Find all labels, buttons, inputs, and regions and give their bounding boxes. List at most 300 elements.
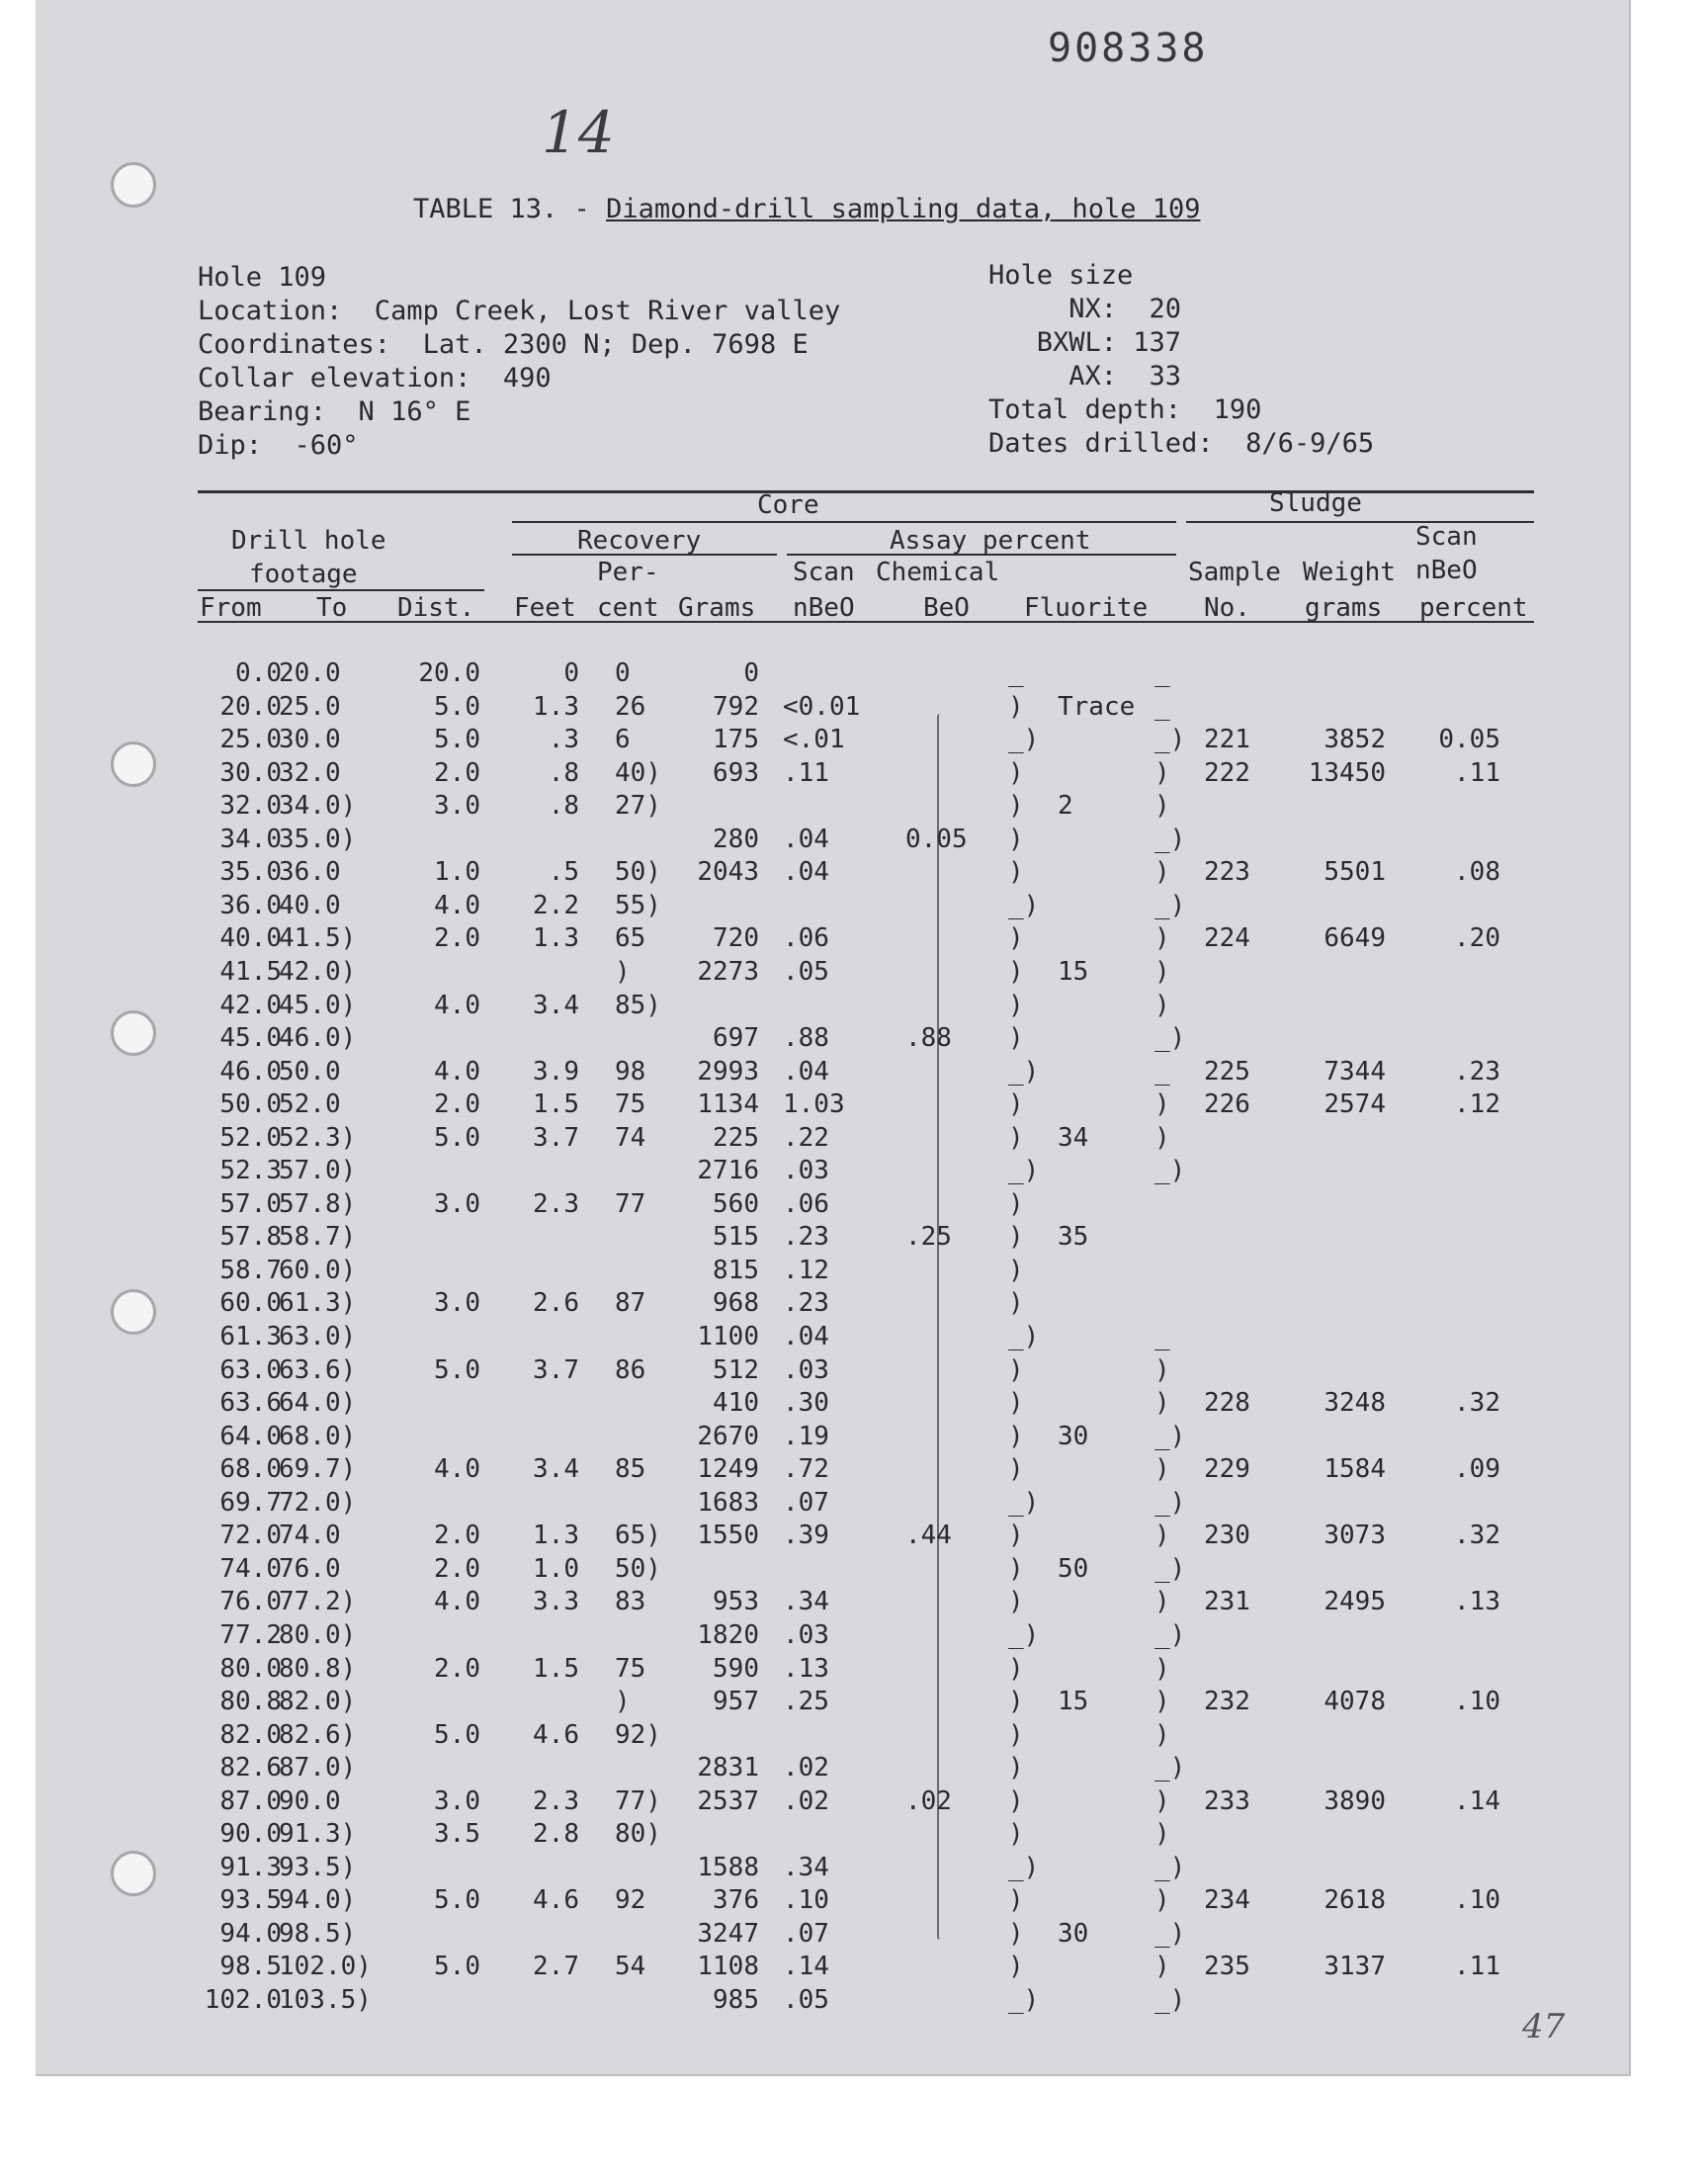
cell-bracket-a: _) xyxy=(1008,1852,1040,1882)
cell-sample-no: 233 xyxy=(1204,1785,1250,1816)
header-to: To xyxy=(316,593,348,623)
cell-bracket-a: ) xyxy=(1008,1719,1024,1750)
cell-scan-sludge: .13 xyxy=(1454,1587,1500,1617)
cell-bracket-b: ) xyxy=(1154,1454,1170,1485)
header-grams: Grams xyxy=(678,593,756,623)
cell-scan-nbeo: .19 xyxy=(783,1421,829,1451)
cell-percent: 74 xyxy=(615,1122,646,1153)
cell-from: 46.0 xyxy=(219,1056,282,1087)
cell-scan-sludge: .23 xyxy=(1454,1056,1500,1087)
table-row xyxy=(0,1422,1593,1455)
cell-bracket-b: ) xyxy=(1154,1885,1170,1916)
cell-grams: 1134 xyxy=(697,1089,759,1120)
cell-percent: 98 xyxy=(615,1056,646,1087)
hole-info-line: NX: 20 xyxy=(988,294,1182,324)
header-weight: Weight xyxy=(1303,558,1396,587)
cell-scan-nbeo: .34 xyxy=(783,1587,829,1617)
cell-fluorite: 50 xyxy=(1058,1553,1089,1584)
cell-bracket-b: _) xyxy=(1154,1852,1186,1882)
cell-grams: 2670 xyxy=(697,1421,759,1451)
cell-bracket-b: _) xyxy=(1154,824,1186,854)
table-title xyxy=(413,194,1201,224)
table-row xyxy=(0,1952,1593,1985)
cell-bracket-b: ) xyxy=(1154,1587,1170,1617)
cell-scan-nbeo: .06 xyxy=(783,1188,829,1219)
cell-bracket-a: ) xyxy=(1008,1188,1024,1219)
header-percent: percent xyxy=(1419,593,1528,623)
cell-bracket-a: ) xyxy=(1008,757,1024,788)
cell-percent: ) xyxy=(615,956,631,987)
cell-from: 68.0 xyxy=(219,1454,282,1485)
cell-bracket-a: ) xyxy=(1008,1089,1024,1120)
cell-feet: 1.3 xyxy=(533,923,579,954)
cell-weight: 2618 xyxy=(1324,1885,1386,1916)
cell-from: 82.6 xyxy=(219,1753,282,1784)
cell-bracket-a: ) xyxy=(1008,1122,1024,1153)
cell-to: 20.0 xyxy=(279,658,341,688)
table-row xyxy=(0,692,1593,726)
cell-bracket-b: ) xyxy=(1154,1122,1170,1153)
cell-from: 57.0 xyxy=(219,1188,282,1219)
cell-from: 69.7 xyxy=(219,1487,282,1518)
cell-weight: 6649 xyxy=(1324,923,1386,954)
table-row xyxy=(0,658,1593,692)
handwritten-table-number: 14 xyxy=(542,99,615,166)
cell-to: 45.0) xyxy=(279,990,357,1020)
table-row xyxy=(0,1355,1593,1389)
cell-grams: 968 xyxy=(713,1288,759,1319)
header-footage: footage xyxy=(249,560,358,589)
table-row xyxy=(0,1985,1593,2019)
cell-from: 34.0 xyxy=(219,824,282,854)
cell-grams: 1550 xyxy=(697,1521,759,1551)
cell-bracket-a: _) xyxy=(1008,1322,1040,1351)
cell-scan-nbeo: .03 xyxy=(783,1619,829,1650)
cell-dist: 5.0 xyxy=(434,1122,480,1153)
cell-from: 42.0 xyxy=(219,990,282,1020)
hole-info-line: Hole 109 xyxy=(198,262,327,293)
cell-bracket-b: ) xyxy=(1154,990,1170,1020)
cell-from: 41.5 xyxy=(219,956,282,987)
cell-grams: 815 xyxy=(713,1255,759,1285)
cell-bracket-b: _) xyxy=(1154,1918,1186,1949)
cell-grams: 1588 xyxy=(697,1852,759,1882)
cell-bracket-a: ) xyxy=(1008,691,1024,722)
cell-from: 64.0 xyxy=(219,1421,282,1451)
cell-percent: 85 xyxy=(615,1454,646,1485)
cell-bracket-b: _ xyxy=(1154,658,1170,688)
cell-from: 80.0 xyxy=(219,1653,282,1684)
table-row xyxy=(0,1587,1593,1620)
cell-feet: 1.3 xyxy=(533,691,579,722)
cell-dist: 4.0 xyxy=(434,890,480,920)
cell-scan-nbeo: .30 xyxy=(783,1388,829,1419)
cell-to: 103.5) xyxy=(279,1985,372,2015)
cell-dist: 4.0 xyxy=(434,1587,480,1617)
cell-weight: 3137 xyxy=(1324,1952,1386,1982)
cell-from: 82.0 xyxy=(219,1719,282,1750)
cell-scan-nbeo: .34 xyxy=(783,1852,829,1882)
cell-weight: 5501 xyxy=(1324,857,1386,888)
cell-from: 50.0 xyxy=(219,1089,282,1120)
cell-scan-nbeo: .02 xyxy=(783,1785,829,1816)
cell-fluorite: 15 xyxy=(1058,1687,1089,1717)
cell-grams: 2273 xyxy=(697,956,759,987)
cell-bracket-a: _) xyxy=(1008,1487,1040,1518)
cell-percent: 86 xyxy=(615,1354,646,1385)
cell-feet: 2.3 xyxy=(533,1188,579,1219)
cell-scan-nbeo: .23 xyxy=(783,1222,829,1253)
cell-percent: 87 xyxy=(615,1288,646,1319)
cell-to: 93.5) xyxy=(279,1852,357,1882)
cell-feet: 2.7 xyxy=(533,1952,579,1982)
cell-to: 80.8) xyxy=(279,1653,357,1684)
cell-bracket-a: ) xyxy=(1008,857,1024,888)
table-row xyxy=(0,1488,1593,1522)
cell-scan-nbeo: .03 xyxy=(783,1156,829,1186)
table-row xyxy=(0,857,1593,891)
table-row xyxy=(0,1388,1593,1422)
cell-scan-sludge: 0.05 xyxy=(1438,725,1500,755)
cell-grams: 512 xyxy=(713,1354,759,1385)
header-nbeo: nBeO xyxy=(793,593,855,623)
cell-dist: 4.0 xyxy=(434,990,480,1020)
table-row xyxy=(0,1222,1593,1256)
cell-grams: 1108 xyxy=(697,1952,759,1982)
cell-grams: 1683 xyxy=(697,1487,759,1518)
cell-to: 52.3) xyxy=(279,1122,357,1153)
cell-to: 82.0) xyxy=(279,1687,357,1717)
cell-from: 40.0 xyxy=(219,923,282,954)
cell-bracket-b: ) xyxy=(1154,1719,1170,1750)
cell-grams: 2831 xyxy=(697,1753,759,1784)
cell-scan-sludge: .32 xyxy=(1454,1521,1500,1551)
table-row xyxy=(0,891,1593,924)
cell-fluorite: Trace xyxy=(1058,691,1136,722)
cell-from: 58.7 xyxy=(219,1255,282,1285)
cell-scan-sludge: .20 xyxy=(1454,923,1500,954)
cell-grams: 175 xyxy=(713,725,759,755)
cell-percent: 80) xyxy=(615,1819,661,1850)
cell-to: 91.3) xyxy=(279,1819,357,1850)
cell-weight: 13450 xyxy=(1308,757,1386,788)
hole-info-line: Dip: -60° xyxy=(198,430,359,461)
cell-percent: 85) xyxy=(615,990,661,1020)
cell-scan-nbeo: .07 xyxy=(783,1487,829,1518)
cell-feet: .3 xyxy=(548,725,579,755)
header-beo: BeO xyxy=(923,593,970,623)
cell-to: 98.5) xyxy=(279,1918,357,1949)
cell-dist: 3.0 xyxy=(434,1288,480,1319)
table-row xyxy=(0,725,1593,758)
cell-to: 72.0) xyxy=(279,1487,357,1518)
cell-to: 25.0 xyxy=(279,691,341,722)
cell-bracket-a: ) xyxy=(1008,990,1024,1020)
cell-scan-nbeo: .23 xyxy=(783,1288,829,1319)
cell-bracket-a: _) xyxy=(1008,1985,1040,2015)
table-row xyxy=(0,1853,1593,1886)
cell-bracket-a: _) xyxy=(1008,1056,1040,1087)
cell-bracket-b: _) xyxy=(1154,1487,1186,1518)
cell-bracket-b: _) xyxy=(1154,1619,1186,1650)
header-recovery: Recovery xyxy=(577,526,702,556)
cell-bracket-a: _) xyxy=(1008,725,1040,755)
cell-from: 32.0 xyxy=(219,791,282,822)
cell-bracket-a: ) xyxy=(1008,1587,1024,1617)
cell-percent: 40) xyxy=(615,757,661,788)
table-row xyxy=(0,1720,1593,1754)
cell-from: 80.8 xyxy=(219,1687,282,1717)
cell-to: 57.0) xyxy=(279,1156,357,1186)
cell-grams: 376 xyxy=(713,1885,759,1916)
cell-grams: 2043 xyxy=(697,857,759,888)
cell-bracket-b: ) xyxy=(1154,1952,1170,1982)
table-row xyxy=(0,1156,1593,1189)
cell-from: 52.3 xyxy=(219,1156,282,1186)
cell-to: 82.6) xyxy=(279,1719,357,1750)
cell-scan-sludge: .10 xyxy=(1454,1885,1500,1916)
cell-chem-beo: 0.05 xyxy=(905,824,968,854)
cell-bracket-b: ) xyxy=(1154,1819,1170,1850)
table-row xyxy=(0,957,1593,991)
cell-feet: 2.2 xyxy=(533,890,579,920)
cell-bracket-b: ) xyxy=(1154,1521,1170,1551)
table-row xyxy=(0,1554,1593,1588)
cell-chem-beo: .88 xyxy=(905,1023,952,1054)
sludge-rule xyxy=(1186,521,1534,523)
cell-bracket-b: _) xyxy=(1154,1156,1186,1186)
cell-weight: 4078 xyxy=(1324,1687,1386,1717)
cell-scan-nbeo: .39 xyxy=(783,1521,829,1551)
cell-fluorite: 34 xyxy=(1058,1122,1089,1153)
cell-to: 76.0 xyxy=(279,1553,341,1584)
cell-weight: 3073 xyxy=(1324,1521,1386,1551)
cell-grams: 953 xyxy=(713,1587,759,1617)
cell-to: 35.0) xyxy=(279,824,357,854)
cell-scan-nbeo: .13 xyxy=(783,1653,829,1684)
table-row xyxy=(0,923,1593,957)
cell-bracket-a: ) xyxy=(1008,1918,1024,1949)
cell-to: 74.0 xyxy=(279,1521,341,1551)
cell-scan-nbeo: .05 xyxy=(783,1985,829,2015)
hole-info-line: Location: Camp Creek, Lost River valley xyxy=(198,296,841,326)
cell-feet: 2.8 xyxy=(533,1819,579,1850)
cell-weight: 3890 xyxy=(1324,1785,1386,1816)
cell-bracket-a: ) xyxy=(1008,1255,1024,1285)
hole-info-left xyxy=(198,261,840,463)
cell-percent: 92 xyxy=(615,1885,646,1916)
table-title-prefix: TABLE 13. - xyxy=(413,194,607,224)
cell-from: 45.0 xyxy=(219,1023,282,1054)
cell-scan-nbeo: 1.03 xyxy=(783,1089,845,1120)
cell-dist: 3.0 xyxy=(434,1785,480,1816)
cell-bracket-a: ) xyxy=(1008,1653,1024,1684)
cell-from: 98.5 xyxy=(219,1952,282,1982)
cell-fluorite: 35 xyxy=(1058,1222,1089,1253)
cell-scan-nbeo: .22 xyxy=(783,1122,829,1153)
cell-dist: 2.0 xyxy=(434,1521,480,1551)
cell-sample-no: 229 xyxy=(1204,1454,1250,1485)
cell-grams: 792 xyxy=(713,691,759,722)
cell-bracket-a: _ xyxy=(1008,658,1024,688)
cell-to: 50.0 xyxy=(279,1056,341,1087)
footage-rule xyxy=(198,589,484,591)
cell-feet: 3.4 xyxy=(533,990,579,1020)
header-nbeo-sludge: nBeO xyxy=(1415,556,1478,585)
hole-info-line: AX: 33 xyxy=(988,361,1182,392)
cell-to: 42.0) xyxy=(279,956,357,987)
table-row xyxy=(0,1819,1593,1853)
cell-percent: 27) xyxy=(615,791,661,822)
cell-grams: 3247 xyxy=(697,1918,759,1949)
cell-feet: 0 xyxy=(563,658,579,688)
cell-to: 77.2) xyxy=(279,1587,357,1617)
cell-sample-no: 223 xyxy=(1204,857,1250,888)
cell-bracket-b: _) xyxy=(1154,1553,1186,1584)
cell-bracket-b: _) xyxy=(1154,1421,1186,1451)
header-sample: Sample xyxy=(1188,558,1281,587)
cell-to: 68.0) xyxy=(279,1421,357,1451)
header-core: Core xyxy=(757,490,819,520)
table-row xyxy=(0,758,1593,792)
table-row xyxy=(0,1288,1593,1322)
cell-weight: 3248 xyxy=(1324,1388,1386,1419)
cell-percent: 65 xyxy=(615,923,646,954)
hole-info-line: Dates drilled: 8/6-9/65 xyxy=(988,428,1375,459)
cell-grams: 720 xyxy=(713,923,759,954)
cell-from: 57.8 xyxy=(219,1222,282,1253)
table-row xyxy=(0,1057,1593,1090)
cell-sample-no: 225 xyxy=(1204,1056,1250,1087)
cell-sample-no: 230 xyxy=(1204,1521,1250,1551)
cell-dist: 5.0 xyxy=(434,1354,480,1385)
cell-scan-sludge: .14 xyxy=(1454,1785,1500,1816)
cell-scan-nbeo: .88 xyxy=(783,1023,829,1054)
cell-scan-sludge: .32 xyxy=(1454,1388,1500,1419)
cell-chem-beo: .44 xyxy=(905,1521,952,1551)
cell-feet: 3.3 xyxy=(533,1587,579,1617)
cell-grams: 515 xyxy=(713,1222,759,1253)
table-row xyxy=(0,1654,1593,1688)
cell-dist: 2.0 xyxy=(434,923,480,954)
cell-fluorite: 30 xyxy=(1058,1918,1089,1949)
cell-percent: 77 xyxy=(615,1188,646,1219)
cell-from: 94.0 xyxy=(219,1918,282,1949)
cell-percent: 83 xyxy=(615,1587,646,1617)
cell-from: 93.5 xyxy=(219,1885,282,1916)
cell-scan-nbeo: .72 xyxy=(783,1454,829,1485)
cell-scan-nbeo: .10 xyxy=(783,1885,829,1916)
cell-percent: 92) xyxy=(615,1719,661,1750)
cell-bracket-a: ) xyxy=(1008,1785,1024,1816)
cell-chem-beo: .25 xyxy=(905,1222,952,1253)
cell-dist: 4.0 xyxy=(434,1454,480,1485)
cell-chem-beo: .02 xyxy=(905,1785,952,1816)
table-row xyxy=(0,1322,1593,1355)
cell-grams: 1249 xyxy=(697,1454,759,1485)
cell-grams: 2993 xyxy=(697,1056,759,1087)
cell-from: 60.0 xyxy=(219,1288,282,1319)
cell-scan-nbeo: .12 xyxy=(783,1255,829,1285)
cell-bracket-a: ) xyxy=(1008,1553,1024,1584)
cell-scan-sludge: .08 xyxy=(1454,857,1500,888)
cell-from: 72.0 xyxy=(219,1521,282,1551)
header-no: No. xyxy=(1204,593,1250,623)
cell-grams: 280 xyxy=(713,824,759,854)
cell-percent: 50) xyxy=(615,1553,661,1584)
cell-sample-no: 234 xyxy=(1204,1885,1250,1916)
cell-scan-sludge: .09 xyxy=(1454,1454,1500,1485)
cell-bracket-a: ) xyxy=(1008,1952,1024,1982)
cell-grams: 1820 xyxy=(697,1619,759,1650)
cell-feet: 1.5 xyxy=(533,1653,579,1684)
cell-bracket-a: ) xyxy=(1008,1023,1024,1054)
cell-from: 91.3 xyxy=(219,1852,282,1882)
cell-from: 36.0 xyxy=(219,890,282,920)
cell-from: 102.0 xyxy=(204,1985,282,2015)
cell-dist: 20.0 xyxy=(418,658,480,688)
header-sludge: Sludge xyxy=(1269,488,1362,518)
cell-from: 20.0 xyxy=(219,691,282,722)
cell-scan-nbeo: .02 xyxy=(783,1753,829,1784)
cell-to: 63.6) xyxy=(279,1354,357,1385)
table-row xyxy=(0,1089,1593,1123)
cell-dist: 2.0 xyxy=(434,1089,480,1120)
cell-scan-nbeo: <.01 xyxy=(783,725,845,755)
binder-hole xyxy=(111,162,156,208)
cell-to: 61.3) xyxy=(279,1288,357,1319)
cell-grams: 2716 xyxy=(697,1156,759,1186)
cell-feet: 3.4 xyxy=(533,1454,579,1485)
cell-to: 80.0) xyxy=(279,1619,357,1650)
cell-bracket-a: ) xyxy=(1008,1885,1024,1916)
hole-info-line: Coordinates: Lat. 2300 N; Dep. 7698 E xyxy=(198,329,809,360)
cell-to: 69.7) xyxy=(279,1454,357,1485)
header-fluorite: Fluorite xyxy=(1024,593,1149,623)
header-dist: Dist. xyxy=(397,593,475,623)
cell-dist: 3.5 xyxy=(434,1819,480,1850)
cell-percent: 75 xyxy=(615,1653,646,1684)
cell-sample-no: 231 xyxy=(1204,1587,1250,1617)
header-scan-sludge: Scan xyxy=(1415,522,1478,552)
cell-scan-nbeo: .11 xyxy=(783,757,829,788)
cell-bracket-b: _ xyxy=(1154,1322,1170,1351)
header-assay-percent: Assay percent xyxy=(890,526,1091,556)
cell-bracket-a: ) xyxy=(1008,1288,1024,1319)
table-row xyxy=(0,1919,1593,1953)
cell-bracket-a: ) xyxy=(1008,956,1024,987)
cell-scan-nbeo: .25 xyxy=(783,1687,829,1717)
table-row xyxy=(0,1687,1593,1720)
cell-from: 52.0 xyxy=(219,1122,282,1153)
cell-scan-sludge: .11 xyxy=(1454,1952,1500,1982)
cell-grams: 225 xyxy=(713,1122,759,1153)
header-from: From xyxy=(200,593,262,623)
cell-bracket-b: ) xyxy=(1154,1388,1170,1419)
cell-bracket-a: ) xyxy=(1008,1222,1024,1253)
table-row xyxy=(0,1885,1593,1919)
cell-feet: 2.3 xyxy=(533,1785,579,1816)
cell-fluorite: 2 xyxy=(1058,791,1073,822)
table-row xyxy=(0,1620,1593,1654)
cell-from: 30.0 xyxy=(219,757,282,788)
cell-to: 46.0) xyxy=(279,1023,357,1054)
cell-grams: 957 xyxy=(713,1687,759,1717)
cell-to: 63.0) xyxy=(279,1322,357,1351)
cell-grams: 693 xyxy=(713,757,759,788)
hole-info-line: Total depth: 190 xyxy=(988,394,1262,425)
cell-scan-nbeo: .07 xyxy=(783,1918,829,1949)
